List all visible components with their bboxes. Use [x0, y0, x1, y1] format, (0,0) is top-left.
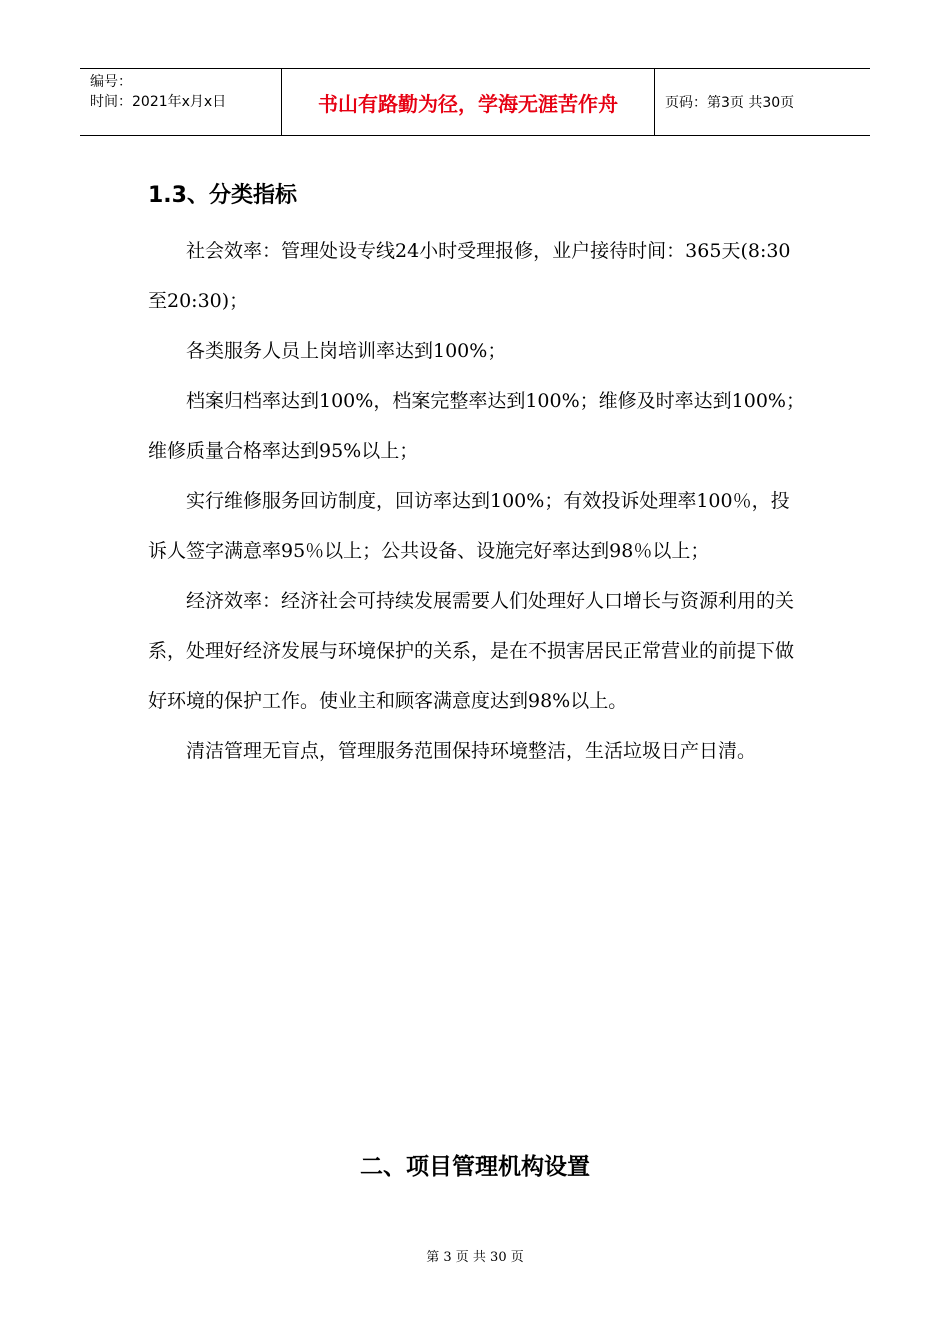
number-label: 编号：	[90, 74, 132, 90]
section-heading-1-3: 1.3、分类指标	[148, 183, 297, 208]
paragraph: 经济效率：经济社会可持续发展需要人们处理好人口增长与资源利用的关系，处理好经济发展与环境保护的关系，是在不损害居民正常营业的前提下做好环境的保护工作。使业主和顾客满意度达到98%以上。	[148, 590, 795, 712]
paragraph: 清洁管理无盲点，管理服务范围保持环境整洁，生活垃圾日产日清。	[186, 740, 757, 762]
paragraph: 各类服务人员上岗培训率达到100%；	[186, 340, 507, 362]
page-footer: 第 3 页 共 30 页	[426, 1250, 524, 1265]
date-label: 时间：2021年x月x日	[90, 94, 227, 110]
section-body	[148, 226, 808, 776]
header-meta	[80, 69, 282, 135]
header-page-info: 页码：第3页 共30页	[665, 95, 795, 111]
paragraph: 社会效率：管理处设专线24小时受理报修，业户接待时间：365天(8:30至20:30)；	[148, 240, 791, 312]
page-header	[80, 68, 870, 136]
paragraph: 实行维修服务回访制度，回访率达到100%；有效投诉处理率100％，投诉人签字满意率95％以上；公共设备、设施完好率达到98％以上；	[148, 490, 790, 562]
paragraph: 档案归档率达到100%，档案完整率达到100%；维修及时率达到100%；维修质量合格率达到95%以上；	[148, 390, 805, 462]
section-heading-2: 二、项目管理机构设置	[360, 1154, 590, 1180]
header-motto: 书山有路勤为径，学海无涯苦作舟	[282, 69, 655, 135]
